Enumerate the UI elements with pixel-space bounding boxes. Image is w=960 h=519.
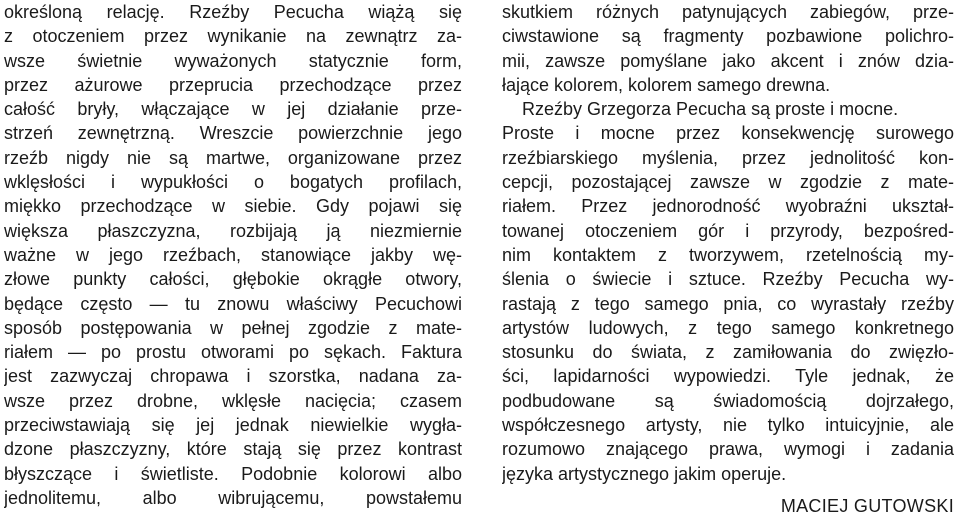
text-line: wsze świetnie wyważonych statycznie form, bbox=[4, 50, 462, 71]
text-line: ciwstawione są fragmenty pozbawione polichro- bbox=[502, 26, 954, 47]
text-line: riałem — po prostu otworami po sękach. Faktura bbox=[4, 342, 462, 363]
text-line: współczesnego artysty, nie tylko intuicyjnie, ale bbox=[502, 415, 954, 436]
text-line: riałem. Przez jednorodność wyobraźni ukształ- bbox=[502, 196, 954, 217]
text-line: złowe punkty całości, głębokie okrągłe otwory, bbox=[4, 269, 462, 290]
text-line: cepcji, pozostającej zawsze w zgodzie z mate- bbox=[502, 172, 954, 193]
text-line: rastają z tego samego pnia, co wyrastały rzeźby bbox=[502, 293, 954, 314]
text-line: z otoczeniem przez wynikanie na zewnątrz za- bbox=[4, 26, 462, 47]
text-line: wsze przez drobne, wklęsłe nacięcia; czasem bbox=[4, 390, 462, 411]
text-line: strzeń zewnętrzną. Wreszcie powierzchnie jego bbox=[4, 123, 462, 144]
text-line: określoną relację. Rzeźby Pecucha wiążą się bbox=[4, 2, 462, 22]
author-signature: MACIEJ GUTOWSKI bbox=[780, 496, 954, 516]
text-line: ślenia o świecie i sztuce. Rzeźby Pecucha wy- bbox=[502, 269, 954, 290]
text-line: błyszczące i świetliste. Podobnie kolorowi albo bbox=[4, 463, 462, 484]
text-line: ści, lapidarności wypowiedzi. Tyle jednak, że bbox=[502, 366, 954, 387]
text-line: rzeźb nigdy nie są martwe, organizowane przez bbox=[4, 147, 462, 168]
text-line: rzeźbiarskiego myślenia, przez jednolitość kon- bbox=[502, 147, 954, 168]
text-line: języka artystycznego jakim operuje. bbox=[502, 463, 787, 484]
text-line: miękko przechodzące w siebie. Gdy pojawi się bbox=[4, 196, 462, 217]
text-line: mii, zawsze pomyślane jako akcent i znów dzia- bbox=[502, 50, 954, 71]
article-column-left bbox=[4, 0, 462, 510]
text-line: ważne w jego rzeźbach, stanowiące jakby wę- bbox=[4, 244, 462, 265]
text-line: nim kontaktem z tworzywem, rzetelnością my- bbox=[502, 244, 954, 265]
text-line: rozumowo znającego prawa, wymogi i zadania bbox=[502, 439, 954, 460]
text-line: wklęsłości i wypukłości o bogatych profilach, bbox=[4, 172, 462, 193]
text-line: sposób postępowania w pełnej zgodzie z mate- bbox=[4, 317, 462, 338]
text-line: większa płaszczyzna, rozbijają ją niezmiernie bbox=[4, 220, 462, 241]
text-line: przeciwstawiają się jej jednak niewielkie wygła- bbox=[4, 415, 462, 436]
text-line: jednolitemu, albo wibrującemu, powstałemu bbox=[4, 487, 462, 508]
paragraph-first-line: Rzeźby Grzegorza Pecucha są proste i mocne. bbox=[522, 99, 899, 120]
text-line: całość bryły, włączające w jej działanie prze- bbox=[4, 99, 462, 120]
text-line: Proste i mocne przez konsekwencję surowego bbox=[502, 123, 954, 144]
text-line: przez ażurowe przeprucia przechodzące przez bbox=[4, 74, 462, 95]
text-line: łające kolorem, kolorem samego drewna. bbox=[502, 74, 831, 95]
article-column-right bbox=[502, 0, 954, 486]
text-line: stosunku do świata, z zamiłowania do zwięzło- bbox=[502, 342, 954, 363]
text-line: będące często — tu znowu właściwy Pecuchowi bbox=[4, 293, 462, 314]
text-line: dzone płaszczyzny, które stają się przez kontrast bbox=[4, 439, 462, 460]
text-line: towanej otoczeniem gór i przyrody, bezpośred- bbox=[502, 220, 954, 241]
text-line: podbudowane są świadomością dojrzałego, bbox=[502, 390, 954, 411]
text-line: artystów ludowych, z tego samego konkretnego bbox=[502, 317, 954, 338]
text-line: skutkiem różnych patynujących zabiegów, prze- bbox=[502, 2, 954, 22]
text-line: jest zazwyczaj chropawa i szorstka, nadana za- bbox=[4, 366, 462, 387]
